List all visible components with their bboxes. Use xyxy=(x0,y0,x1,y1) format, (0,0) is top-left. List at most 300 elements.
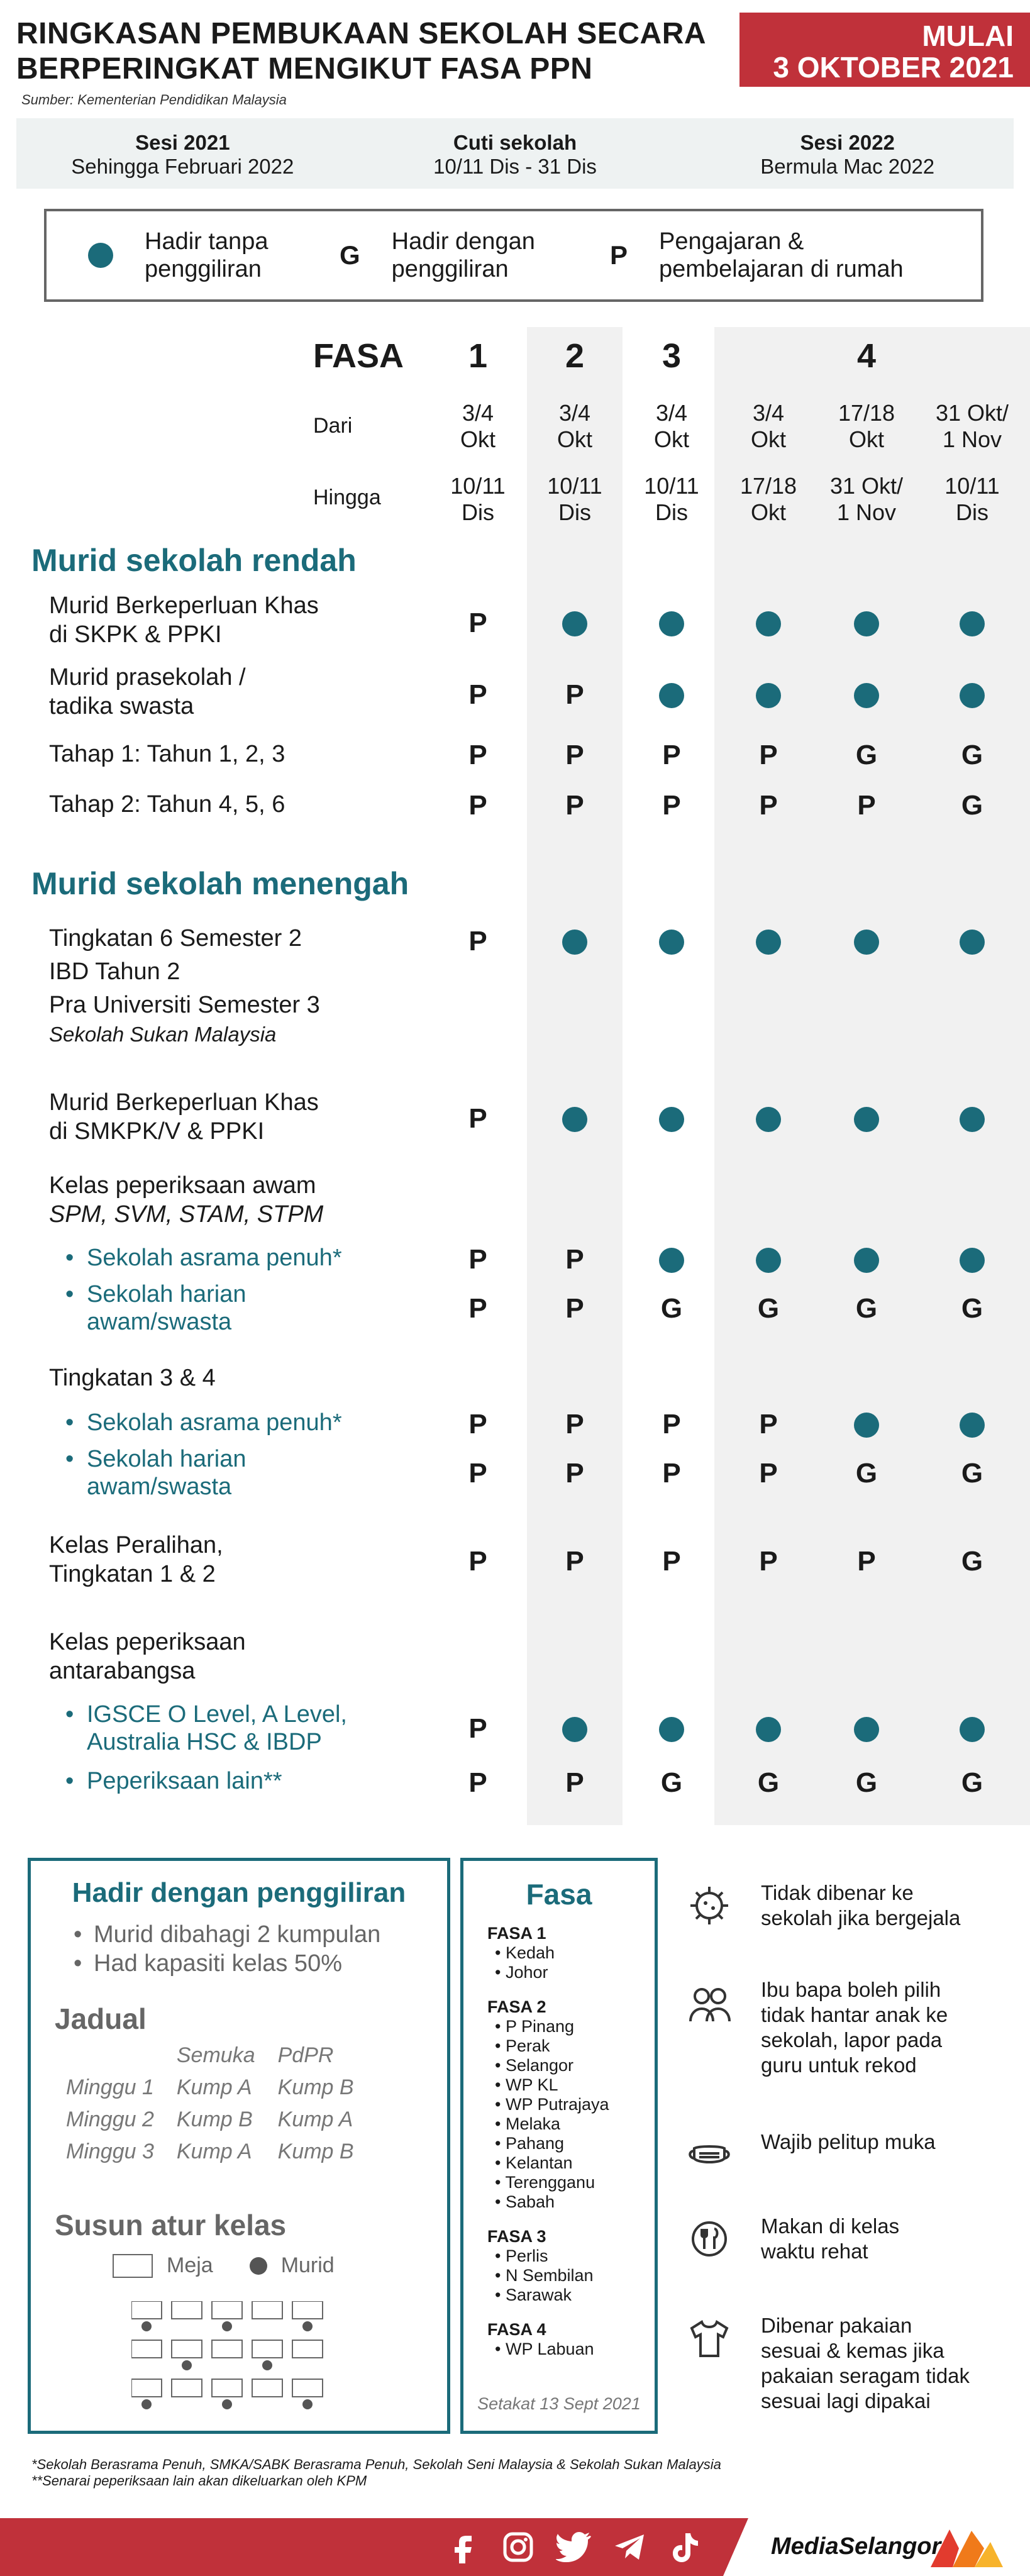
date-text: Okt xyxy=(653,426,689,452)
attend-no-rotation-dot xyxy=(724,679,812,715)
date-text: Dis xyxy=(655,499,688,525)
dot-icon xyxy=(659,1248,684,1273)
hingga-date xyxy=(724,473,812,526)
desk-shape xyxy=(131,2379,162,2397)
status-g: G xyxy=(855,1767,878,1798)
status-p: P xyxy=(662,1546,681,1577)
schedule-row xyxy=(55,2136,365,2168)
rule-line: sekolah jika bergejala xyxy=(761,1906,961,1929)
date-text: 10/11 xyxy=(450,473,506,499)
row-text: Tingkatan 6 Semester 2 xyxy=(49,925,302,952)
footnote-1: *Sekolah Berasrama Penuh, SMKA/SABK Berasrama Penuh, Sekolah Seni Malaysia & Sekolah Sukan Malaysia xyxy=(31,2457,721,2472)
status-p: P xyxy=(468,926,487,957)
status-p: P xyxy=(759,1458,778,1489)
schedule-col-header: Semuka xyxy=(176,2043,255,2067)
status-p: P xyxy=(468,608,487,638)
phase-2-header: 2 xyxy=(565,337,585,375)
state-item: • Perak xyxy=(495,2036,550,2055)
dari-date xyxy=(822,400,911,453)
status-p: P xyxy=(468,1458,487,1489)
legend-text: Hadir tanpa xyxy=(145,228,269,255)
status-p: P xyxy=(565,1546,584,1577)
status-p: P xyxy=(565,790,584,821)
date-text: 10/11 xyxy=(944,473,1000,499)
rule-line: Dibenar pakaian xyxy=(761,2314,912,2337)
row-label-igcse xyxy=(87,1701,347,1756)
attend-no-rotation-dot xyxy=(531,926,619,962)
fasa-box xyxy=(460,1858,658,2434)
desk-shape xyxy=(212,2340,242,2358)
state-item: • Selangor xyxy=(495,2056,574,2075)
status-p: P xyxy=(468,1103,487,1134)
date-text: Dis xyxy=(956,499,988,525)
status-p: P xyxy=(565,1409,584,1440)
dot-icon xyxy=(960,1248,985,1273)
row-text: di SMKPK/V & PPKI xyxy=(49,1118,265,1145)
row-label-tahap-2: Tahap 2: Tahun 4, 5, 6 xyxy=(49,791,285,818)
row-label-khas-skpk xyxy=(49,591,319,649)
dot-icon xyxy=(659,930,684,955)
status-p: P xyxy=(468,1244,487,1275)
bullet-dot: • xyxy=(74,1950,82,1977)
dot-icon xyxy=(960,930,985,955)
row-text: Kelas peperiksaan xyxy=(49,1629,246,1655)
session-2022 xyxy=(681,118,1014,189)
dari-date xyxy=(724,400,812,453)
row-label-asrama-t34: • Sekolah asrama penuh* xyxy=(87,1409,342,1436)
date-text: 10/11 xyxy=(547,473,602,499)
status-g: G xyxy=(961,740,983,770)
student-dot xyxy=(262,2360,272,2370)
dot-icon xyxy=(854,1413,879,1438)
status-g: G xyxy=(855,1458,878,1489)
dot-icon xyxy=(562,611,587,636)
status-p: P xyxy=(468,1767,487,1798)
media-selangor-logo: MediaSelangor xyxy=(771,2533,941,2560)
start-date-badge xyxy=(739,13,1030,87)
dot-icon xyxy=(960,683,985,708)
rotation-bullet xyxy=(74,1949,510,1978)
phase-4-header: 4 xyxy=(856,337,877,375)
attend-no-rotation-dot xyxy=(724,1244,812,1280)
desk-shape xyxy=(172,2379,202,2397)
student-icon xyxy=(250,2257,267,2275)
desk-icon xyxy=(113,2254,153,2278)
date-text: 1 Nov xyxy=(942,426,1002,452)
status-p: P xyxy=(565,1767,584,1798)
status-g: G xyxy=(961,1767,983,1798)
dot-icon xyxy=(756,611,781,636)
legend-text: penggiliran xyxy=(391,256,509,282)
schedule-cell xyxy=(55,2040,165,2072)
session-2021 xyxy=(16,118,349,189)
section-secondary-title: Murid sekolah menengah xyxy=(31,866,409,901)
status-g: G xyxy=(660,1293,683,1324)
hingga-date xyxy=(434,473,522,526)
student-dot xyxy=(222,2399,232,2409)
fasa-group-title: FASA 1 xyxy=(487,1924,546,1943)
status-p: P xyxy=(662,1458,681,1489)
fasa-group-title: FASA 2 xyxy=(487,1997,546,2016)
attend-no-rotation-dot xyxy=(531,1713,619,1749)
rule-line: sekolah, lapor pada xyxy=(761,2028,943,2051)
desk-shape xyxy=(292,2379,323,2397)
status-p: P xyxy=(759,740,778,770)
state-item: • P Pinang xyxy=(495,2017,575,2036)
row-text: Australia HSC & IBDP xyxy=(87,1729,322,1755)
date-text: Okt xyxy=(848,426,884,452)
session-sub: Sehingga Februari 2022 xyxy=(71,155,294,178)
dot-icon xyxy=(854,1717,879,1742)
session-holiday xyxy=(349,118,682,189)
student-label: Murid xyxy=(280,2253,335,2277)
p-symbol: P xyxy=(610,240,628,270)
row-text: Kelas peperiksaan awam xyxy=(49,1172,316,1199)
attend-no-rotation-dot xyxy=(724,1103,812,1139)
attend-no-rotation-dot xyxy=(628,1103,716,1139)
rule-text xyxy=(761,2313,970,2414)
row-label-peperiksaan-awam xyxy=(49,1171,323,1229)
state-item: • N Sembilan xyxy=(495,2266,594,2285)
state-item: • WP Labuan xyxy=(495,2340,594,2358)
footnote-2: **Senarai peperiksaan lain akan dikeluarkan oleh KPM xyxy=(31,2473,367,2489)
desk-label: Meja xyxy=(167,2253,213,2277)
source-note: Sumber: Kementerian Pendidikan Malaysia xyxy=(21,92,287,108)
meal-icon xyxy=(684,2214,734,2264)
attend-no-rotation-dot xyxy=(822,1409,911,1445)
desk-shape xyxy=(212,2379,242,2397)
parents-icon xyxy=(684,1977,734,2028)
schedule-table xyxy=(55,2040,365,2168)
rule-item xyxy=(684,2214,899,2264)
rule-item xyxy=(684,1880,960,1931)
schedule-header-row xyxy=(55,2040,365,2072)
rule-item xyxy=(684,2313,970,2414)
legend-text: pembelajaran di rumah xyxy=(659,256,904,282)
dot-icon xyxy=(756,1717,781,1742)
start-date-label: MULAI xyxy=(922,19,1014,52)
row-label-tingkatan-3-4: Tingkatan 3 & 4 xyxy=(49,1365,216,1391)
desk-shape xyxy=(172,2301,202,2319)
attend-no-rotation-dot xyxy=(628,926,716,962)
fasa-group-title: FASA 4 xyxy=(487,2320,546,2339)
dot-icon xyxy=(854,611,879,636)
session-title: Sesi 2021 xyxy=(135,131,230,154)
mask-icon xyxy=(684,2129,734,2180)
status-p: P xyxy=(759,790,778,821)
social-icons xyxy=(448,2531,699,2563)
hingga-date xyxy=(531,473,619,526)
rule-line: Ibu bapa boleh pilih xyxy=(761,1978,941,2001)
row-text: tadika swasta xyxy=(49,693,194,719)
schedule-cell: Kump B xyxy=(176,2107,253,2131)
student-dot xyxy=(141,2399,152,2409)
start-date: 3 OKTOBER 2021 xyxy=(773,51,1014,84)
brand-mark-icon xyxy=(924,2523,1006,2573)
student-dot xyxy=(182,2360,192,2370)
status-p: P xyxy=(857,1546,876,1577)
row-label-peralihan xyxy=(49,1531,223,1589)
legend-text: Pengajaran & xyxy=(659,228,804,255)
row-text: • Sekolah harian xyxy=(87,1281,246,1307)
date-text: 17/18 xyxy=(739,473,797,499)
attend-no-rotation-dot xyxy=(822,1244,911,1280)
schedule-cell: Kump A xyxy=(277,2107,353,2131)
desk-shape xyxy=(252,2379,282,2397)
dot-icon xyxy=(659,611,684,636)
status-p: P xyxy=(662,790,681,821)
twitter-icon[interactable] xyxy=(556,2531,591,2563)
dot-icon xyxy=(756,683,781,708)
status-p: P xyxy=(565,1293,584,1324)
status-g: G xyxy=(757,1767,780,1798)
rotation-box xyxy=(28,1858,450,2434)
date-text: 3/4 xyxy=(752,400,785,426)
facebook-icon[interactable] xyxy=(448,2531,480,2563)
student-dot xyxy=(302,2321,313,2331)
status-p: P xyxy=(468,790,487,821)
dari-date xyxy=(928,400,1016,453)
status-p: P xyxy=(565,1244,584,1275)
rule-line: waktu rehat xyxy=(761,2240,868,2263)
attend-no-rotation-dot xyxy=(628,1713,716,1749)
dot-icon xyxy=(960,1717,985,1742)
dot-icon xyxy=(756,1107,781,1132)
desk-shape xyxy=(252,2301,282,2319)
dari-date xyxy=(531,400,619,453)
dot-icon xyxy=(854,1248,879,1273)
rotation-bullet-text: Murid dibahagi 2 kumpulan xyxy=(94,1921,381,1948)
dot-icon xyxy=(659,683,684,708)
row-text: Murid prasekolah / xyxy=(49,664,246,691)
status-p: P xyxy=(468,1546,487,1577)
row-text: antarabangsa xyxy=(49,1658,196,1684)
status-g: G xyxy=(660,1767,683,1798)
dot-icon xyxy=(960,611,985,636)
attend-no-rotation-dot xyxy=(724,1713,812,1749)
rule-text xyxy=(761,1977,948,2078)
row-text: Pra Universiti Semester 3 xyxy=(49,992,320,1018)
bullet-dot: • xyxy=(74,1921,82,1948)
status-p: P xyxy=(565,1458,584,1489)
attend-no-rotation-dot xyxy=(928,1244,1016,1280)
attend-no-rotation-dot xyxy=(531,608,619,643)
schedule-row xyxy=(55,2104,365,2136)
shirt-icon xyxy=(684,2313,734,2363)
fasa-group xyxy=(487,2227,609,2305)
date-text: Okt xyxy=(460,426,496,452)
desk-shape xyxy=(172,2340,202,2358)
date-text: 31 Okt/ xyxy=(935,400,1009,426)
row-label-antarabangsa xyxy=(49,1628,246,1685)
attend-no-rotation-dot xyxy=(928,926,1016,962)
row-text: Murid Berkeperluan Khas xyxy=(49,1089,319,1116)
desk-shape xyxy=(292,2340,323,2358)
status-p: P xyxy=(759,1546,778,1577)
row-label-khas-smkpk xyxy=(49,1088,319,1146)
status-g: G xyxy=(961,1458,983,1489)
fasa-group xyxy=(487,2320,609,2359)
row-text: di SKPK & PPKI xyxy=(49,621,222,648)
dot-icon xyxy=(659,1107,684,1132)
date-text: Okt xyxy=(750,499,786,525)
attend-no-rotation-dot xyxy=(628,608,716,643)
dari-date xyxy=(434,400,522,453)
state-item: • Melaka xyxy=(495,2114,560,2133)
schedule-cell: Kump A xyxy=(176,2075,252,2099)
status-p: P xyxy=(468,1293,487,1324)
hingga-date xyxy=(628,473,716,526)
desk-shape xyxy=(292,2301,323,2319)
row-label-peperiksaan-lain: • Peperiksaan lain** xyxy=(87,1767,282,1795)
status-p: P xyxy=(468,1713,487,1744)
dari-date xyxy=(628,400,716,453)
attend-no-rotation-dot xyxy=(928,608,1016,643)
status-p: P xyxy=(662,740,681,770)
status-p: P xyxy=(565,740,584,770)
row-label-harian-t34 xyxy=(87,1445,246,1501)
status-g: G xyxy=(961,790,983,821)
instagram-icon[interactable] xyxy=(502,2531,534,2563)
row-text: Murid Berkeperluan Khas xyxy=(49,592,319,619)
hingga-date xyxy=(822,473,911,526)
date-text: 10/11 xyxy=(644,473,699,499)
row-label-prasekolah xyxy=(49,663,246,721)
date-text: Dis xyxy=(462,499,494,525)
state-item: • Kelantan xyxy=(495,2153,573,2172)
fasa-group xyxy=(487,1997,609,2212)
fasa-group xyxy=(487,1924,609,1982)
schedule-col-header: PdPR xyxy=(277,2043,334,2067)
dot-icon xyxy=(562,1107,587,1132)
legend-p xyxy=(610,228,904,283)
row-text: SPM, SVM, STAM, STPM xyxy=(49,1201,324,1228)
phase-1-header: 1 xyxy=(468,337,488,375)
dot-icon xyxy=(756,1248,781,1273)
status-g: G xyxy=(961,1546,983,1577)
attend-no-rotation-dot xyxy=(822,679,911,715)
date-text: Okt xyxy=(750,426,786,452)
rule-line: tidak hantar anak ke xyxy=(761,2003,948,2026)
fasa-group-title: FASA 3 xyxy=(487,2227,546,2246)
row-text: • IGSCE O Level, A Level, xyxy=(87,1701,347,1728)
legend xyxy=(44,209,983,302)
row-text: awam/swasta xyxy=(87,1474,232,1500)
session-sub: 10/11 Dis - 31 Dis xyxy=(433,155,597,178)
attend-no-rotation-dot xyxy=(928,1103,1016,1139)
desk-shape xyxy=(131,2301,162,2319)
rule-text xyxy=(761,2129,936,2180)
desk-shape xyxy=(212,2301,242,2319)
attend-no-rotation-dot xyxy=(822,608,911,643)
legend-text: Hadir dengan xyxy=(391,228,535,255)
fasa-box-date: Setakat 13 Sept 2021 xyxy=(477,2394,641,2413)
dot-icon xyxy=(88,243,113,268)
dot-icon xyxy=(756,930,781,955)
student-dot xyxy=(302,2399,313,2409)
dot-icon xyxy=(960,1413,985,1438)
student-dot xyxy=(141,2321,152,2331)
footer-bar xyxy=(0,2518,1030,2576)
attend-no-rotation-dot xyxy=(724,608,812,643)
status-p: P xyxy=(662,1409,681,1440)
layout-legend xyxy=(113,2253,335,2278)
phase-4-column-bg xyxy=(714,327,1030,1825)
dot-icon xyxy=(854,930,879,955)
state-item: • Johor xyxy=(495,1963,548,1982)
rule-line: pakaian seragam tidak xyxy=(761,2364,970,2387)
status-p: P xyxy=(468,679,487,710)
session-title: Sesi 2022 xyxy=(800,131,895,154)
state-item: • Pahang xyxy=(495,2134,565,2153)
dot-icon xyxy=(562,930,587,955)
telegram-icon[interactable] xyxy=(612,2531,648,2563)
tiktok-icon[interactable] xyxy=(669,2531,699,2563)
row-text: IBD Tahun 2 xyxy=(49,958,180,985)
phase-2-column-bg xyxy=(527,327,623,1825)
fasa-label: FASA xyxy=(313,337,404,375)
schedule-cell: Kump B xyxy=(277,2140,354,2163)
state-item: • WP KL xyxy=(495,2075,558,2094)
row-label-tahap-1: Tahap 1: Tahun 1, 2, 3 xyxy=(49,741,285,767)
phase-3-header: 3 xyxy=(662,337,682,375)
date-text: 31 Okt/ xyxy=(829,473,904,499)
row-text: • Sekolah harian xyxy=(87,1446,246,1472)
desk-shape xyxy=(131,2340,162,2358)
status-g: G xyxy=(855,1293,878,1324)
jadual-title: Jadual xyxy=(55,2002,147,2035)
rule-line: Wajib pelitup muka xyxy=(761,2130,936,2153)
rule-line: sesuai lagi dipakai xyxy=(761,2389,931,2412)
fasa-box-title: Fasa xyxy=(526,1878,592,1911)
status-p: P xyxy=(468,1409,487,1440)
section-primary-title: Murid sekolah rendah xyxy=(31,543,357,578)
attend-no-rotation-dot xyxy=(822,1713,911,1749)
fasa-list xyxy=(487,1924,609,2374)
date-text: Dis xyxy=(558,499,591,525)
rotation-bullet-text: Had kapasiti kelas 50% xyxy=(94,1950,342,1977)
legend-dot xyxy=(88,228,340,283)
schedule-cell: Minggu 1 xyxy=(66,2075,154,2099)
session-bar xyxy=(16,118,1014,189)
status-p: P xyxy=(857,790,876,821)
date-text: 3/4 xyxy=(462,400,494,426)
date-text: 17/18 xyxy=(838,400,895,426)
attend-no-rotation-dot xyxy=(822,1103,911,1139)
row-label-asrama-awam: • Sekolah asrama penuh* xyxy=(87,1244,342,1272)
classroom-layout-diagram xyxy=(131,2301,383,2427)
rotation-bullet xyxy=(74,1920,510,1949)
rule-line: sesuai & kemas jika xyxy=(761,2339,944,2362)
row-text: Tingkatan 1 & 2 xyxy=(49,1561,216,1587)
rule-text xyxy=(761,1880,960,1931)
rule-item xyxy=(684,2129,936,2180)
page-title xyxy=(16,16,721,87)
state-item: • WP Putrajaya xyxy=(495,2095,609,2114)
dot-icon xyxy=(960,1107,985,1132)
schedule-cell: Minggu 2 xyxy=(66,2107,154,2131)
status-g: G xyxy=(757,1293,780,1324)
rule-line: Makan di kelas xyxy=(761,2214,900,2238)
schedule-cell: Kump B xyxy=(277,2075,354,2099)
hingga-label: Hingga xyxy=(313,486,381,509)
student-dot xyxy=(222,2321,232,2331)
title-line-1: RINGKASAN PEMBUKAAN SEKOLAH SECARA xyxy=(16,17,707,50)
dot-icon xyxy=(659,1717,684,1742)
desk-shape xyxy=(252,2340,282,2358)
state-item: • Sabah xyxy=(495,2192,555,2211)
attend-no-rotation-dot xyxy=(928,1713,1016,1749)
